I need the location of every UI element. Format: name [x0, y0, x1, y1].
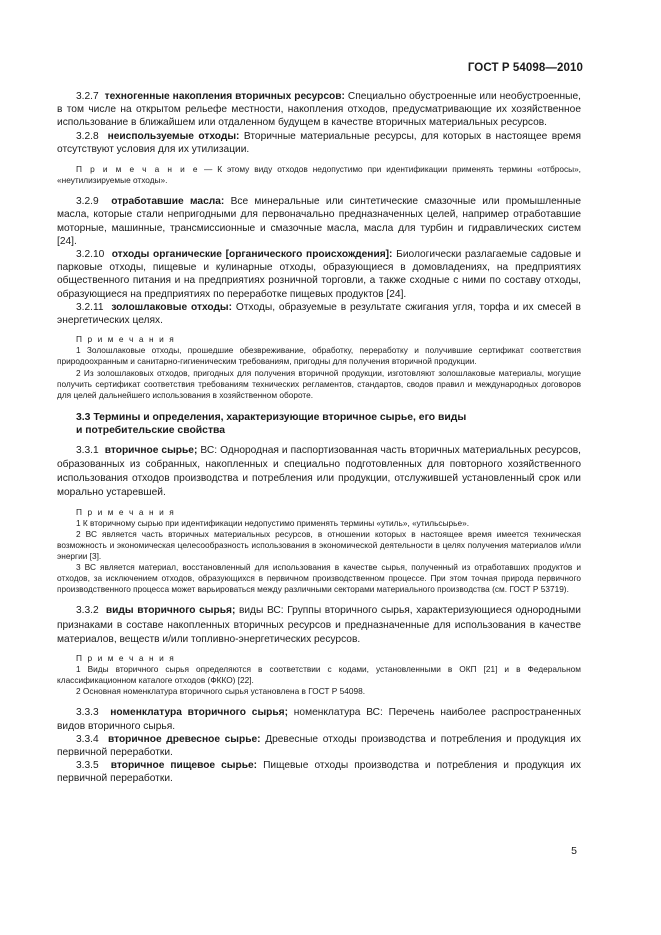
- clause-number: 3.2.11: [76, 301, 104, 313]
- clause-number: 3.2.9: [76, 196, 99, 208]
- term: вторичное древесное сырье:: [107, 733, 261, 745]
- definition: Все минеральные или синтетические смазочные или промышленные масла, которые стали непригодными для первоначально предназначенных целей, например отработавшие моторные, машинные, трансмиссионные и смазочные масла, масла для турбин и гидравлических систем [24].: [57, 196, 582, 247]
- clause-number: 3.3.4: [76, 733, 99, 745]
- document-code-header: ГОСТ Р 54098—2010: [467, 62, 583, 74]
- definition: ВС: Однородная и паспортизованная часть вторичных материальных ресурсов, образованных из собранных, накопленных и специально подготовленных для повторного хозяйственного использования отходов производства и потребления или продукции, отслужившей установленный срок или морально устаревшей.: [57, 444, 581, 499]
- term: номенклатура вторичного сырья;: [110, 707, 288, 719]
- clause-number: 3.3.2: [76, 605, 99, 617]
- paragraph-3-2-9: [57, 195, 581, 248]
- paragraph-3-3-2: [57, 604, 581, 647]
- paragraph-3-3-3: [57, 706, 581, 732]
- definition: Древесные отходы производства и потребления и продукция их первичной переработки.: [57, 733, 581, 758]
- term: отработавшие масла:: [111, 196, 225, 208]
- note-item: 3 ВС является материал, восстановленный для использования в качестве сырья, полученный из отработавших продуктов и отходов, за исключением отходов, образующихся в первичном производственном процессе. При этом точная природа первичного производственного процесса может варьироваться между различными секторами материального производства (см. ГОСТ Р 53719).: [57, 562, 581, 595]
- note-item: 1 К вторичному сырью при идентификации недопустимо применять термины «утиль», «утильсырье».: [76, 517, 470, 528]
- note-item: 2 Из золошлаковых отходов, пригодных для получения вторичной продукции, изготовляют золошлаковые материалы, могущие получить сертификат соответствия требованиям технических регламентов, стандартов, сводов правил и международных договоров для целей дальнейшего использования в хозяйственном обороте.: [57, 367, 581, 400]
- clause-number: 3.2.10: [76, 249, 105, 261]
- notes-heading: П р и м е ч а н и я: [76, 506, 176, 517]
- term: вторичное сырье;: [104, 444, 198, 456]
- paragraph-3-2-7: [57, 90, 581, 130]
- definition: Биологически разлагаемые садовые и парковые отходы, пищевые и кулинарные отходы, образующиеся в домовладениях, на предприятиях общественного питания и на предприятиях розничной торговли, а также сходные с ними по составу отходы, образующиеся на предприятиях по переработке пищевых продуктов [24].: [57, 249, 581, 300]
- definition: Пищевые отходы производства и потребления и продукция их первичной переработки.: [57, 760, 581, 785]
- definition: виды ВС: Группы вторичного сырья, характеризующиеся однородными признаками в составе накопленных вторичных ресурсов и предназначенные для использования в качестве материалов, веществ и/или топливно-энергетических ресурсов.: [57, 605, 581, 645]
- clause-number: 3.3.3: [76, 707, 99, 719]
- definition: номенклатура ВС: Перечень наиболее распространенных видов вторичного сырья.: [57, 707, 581, 732]
- clause-number: 3.2.7: [76, 91, 99, 102]
- definition: Вторичные материальные ресурсы, для которых в настоящее время отсутствуют условия для их утилизации.: [57, 130, 581, 155]
- definition: Отходы, образуемые в результате сжигания угля, торфа и их смесей в энергетических целях.: [57, 301, 581, 327]
- section-heading-line: и потребительские свойства: [76, 425, 226, 437]
- paragraph-3-3-4: [57, 733, 581, 759]
- note-label: П р и м е ч а н и е: [76, 164, 200, 175]
- term: отходы органические [органического происхождения]:: [111, 249, 393, 261]
- term: виды вторичного сырья;: [105, 605, 236, 617]
- paragraph-3-2-11: [57, 301, 581, 327]
- note-3-2-8: [57, 164, 581, 186]
- notes-heading: П р и м е ч а н и я: [76, 652, 176, 663]
- definition: Специально обустроенные или необустроенные, в том числе на открытом рельефе местности, накопления отходов, предусматривающие их хозяйственное использование в ближайшем или отдаленном будущем в качестве вторичных материальных ресурсов.: [57, 91, 581, 129]
- page-number: 5: [571, 845, 577, 857]
- section-heading-3-3: [57, 411, 581, 438]
- paragraph-3-3-1: [57, 444, 581, 501]
- paragraph-3-2-10: [57, 248, 581, 301]
- term: вторичное пищевое сырье:: [110, 760, 258, 772]
- note-text: — К этому виду отходов недопустимо при идентификации применять термины «отбросы», «неутилизируемые отходы».: [57, 164, 581, 186]
- note-item: 1 Виды вторичного сырья определяются в соответствии с кодами, установленными в ОКП [21] и в Федеральном классификационном каталоге отходов (ФККО) [22].: [57, 664, 581, 686]
- note-item: 1 Золошлаковые отходы, прошедшие обезвреживание, обработку, переработку и получившие сертификат соответствия природоохранным и санитарно-гигиеническим требованиям, пригодны для получения вторичной продукции.: [57, 345, 581, 367]
- clause-number: 3.2.8: [76, 130, 99, 142]
- notes-heading: П р и м е ч а н и я: [76, 334, 176, 345]
- note-item: 2 Основная номенклатура вторичного сырья установлена в ГОСТ Р 54098.: [76, 686, 366, 697]
- clause-number: 3.3.5: [76, 760, 99, 772]
- paragraph-3-3-5: [57, 759, 581, 785]
- note-item: 2 ВС является часть вторичных материальных ресурсов, в отношении которых в настоящее время имеется техническая возможность и экономическая целесообразность использования в экономической деятельности в целях получения материалов и/или энергии [3].: [57, 528, 581, 561]
- term: неиспользуемые отходы:: [107, 130, 240, 142]
- document-body: [57, 90, 581, 786]
- term: золошлаковые отходы:: [111, 301, 233, 313]
- term: техногенные накопления вторичных ресурсов:: [104, 91, 345, 102]
- clause-number: 3.3.1: [76, 444, 99, 456]
- paragraph-3-2-8: [57, 130, 581, 156]
- section-heading-line: 3.3 Термины и определения, характеризующие вторичное сырье, его виды: [76, 411, 467, 423]
